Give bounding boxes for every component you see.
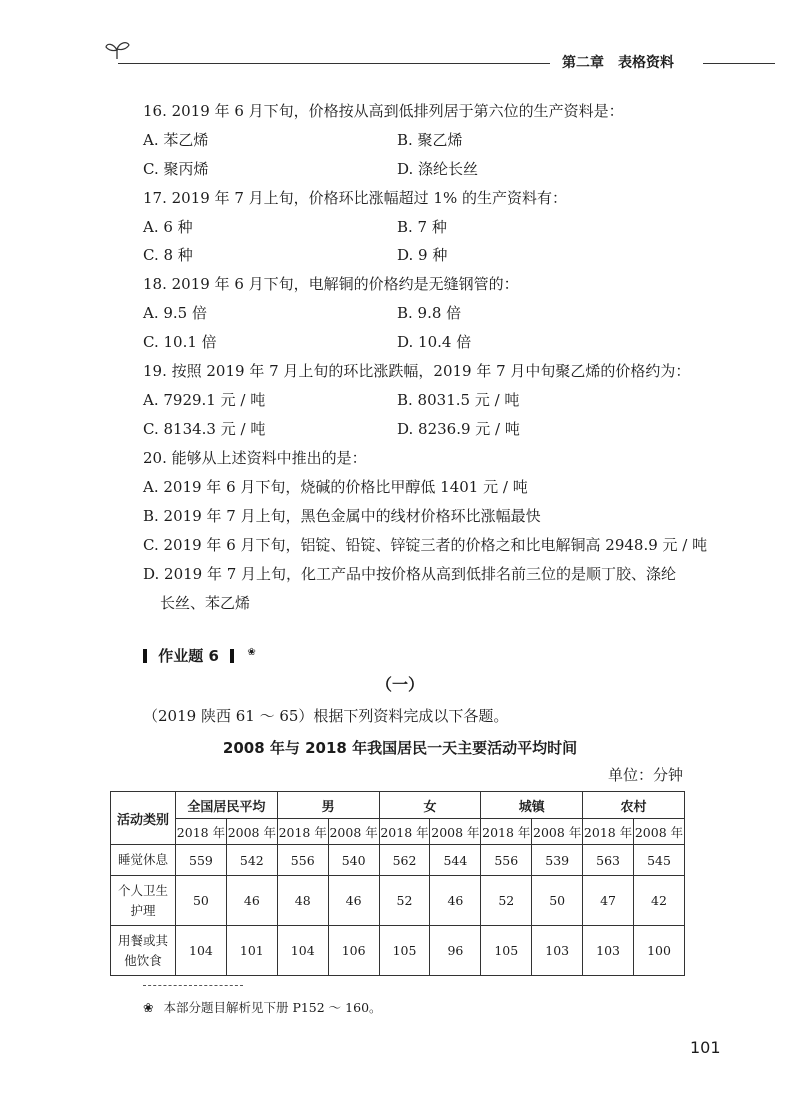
option-20-b: B. 2019 年 7 月上旬，黑色金属中的线材价格环比涨幅最快 bbox=[143, 507, 541, 525]
table-unit: 单位：分钟 bbox=[608, 766, 684, 784]
year-header: 2018 年 bbox=[379, 819, 430, 845]
table-cell: 48 bbox=[277, 876, 328, 926]
table-cell: 104 bbox=[176, 926, 227, 976]
table-group-header-row bbox=[111, 792, 685, 819]
question-19-stem: 19. 按照 2019 年 7 月上旬的环比涨跌幅，2019 年 7 月中旬聚乙烯的价格约为： bbox=[143, 362, 691, 380]
chapter-heading bbox=[562, 52, 674, 72]
option-17-a: A. 6 种 bbox=[143, 218, 193, 236]
table-cell: 103 bbox=[583, 926, 634, 976]
table-cell: 540 bbox=[328, 845, 379, 876]
group-header: 全国居民平均 bbox=[176, 792, 278, 819]
table-cell: 562 bbox=[379, 845, 430, 876]
table-cell: 563 bbox=[583, 845, 634, 876]
table-row bbox=[111, 845, 685, 876]
row-label: 睡觉休息 bbox=[111, 845, 176, 876]
row-label bbox=[111, 926, 176, 976]
row-label-line: 护理 bbox=[130, 902, 156, 918]
option-16-b: B. 聚乙烯 bbox=[397, 131, 463, 149]
intro-text: （2019 陕西 61 ～ 65）根据下列资料完成以下各题。 bbox=[143, 707, 509, 725]
option-20-c: C. 2019 年 6 月下旬，铝锭、铅锭、锌锭三者的价格之和比电解铜高 2948.9 元 / 吨 bbox=[143, 536, 708, 554]
flower-mark-icon: ❀ bbox=[143, 1000, 154, 1015]
chapter-title: 表格资料 bbox=[618, 55, 674, 71]
year-header: 2018 年 bbox=[583, 819, 634, 845]
homework-heading bbox=[143, 645, 256, 666]
heading-bar-left bbox=[143, 649, 147, 663]
option-17-b: B. 7 种 bbox=[397, 218, 447, 236]
option-17-c: C. 8 种 bbox=[143, 246, 193, 264]
option-19-d: D. 8236.9 元 / 吨 bbox=[397, 420, 520, 438]
option-18-a: A. 9.5 倍 bbox=[143, 304, 207, 322]
year-header: 2018 年 bbox=[481, 819, 532, 845]
option-20-d-continued: 长丝、苯乙烯 bbox=[160, 594, 251, 612]
table-cell: 100 bbox=[634, 926, 685, 976]
question-20-stem: 20. 能够从上述资料中推出的是： bbox=[143, 449, 367, 467]
table-cell: 96 bbox=[430, 926, 481, 976]
chapter-number: 第二章 bbox=[562, 55, 604, 71]
table-row bbox=[111, 876, 685, 926]
table-cell: 104 bbox=[277, 926, 328, 976]
group-header: 农村 bbox=[583, 792, 685, 819]
table-cell: 46 bbox=[328, 876, 379, 926]
footnote bbox=[143, 998, 382, 1016]
table-corner-header: 活动类别 bbox=[111, 792, 176, 845]
table-cell: 544 bbox=[430, 845, 481, 876]
activity-time-table bbox=[110, 791, 685, 976]
question-17-stem: 17. 2019 年 7 月上旬，价格环比涨幅超过 1% 的生产资料有： bbox=[143, 189, 567, 207]
table-cell: 105 bbox=[481, 926, 532, 976]
group-header: 女 bbox=[379, 792, 481, 819]
table-cell: 105 bbox=[379, 926, 430, 976]
year-header: 2008 年 bbox=[430, 819, 481, 845]
question-18-stem: 18. 2019 年 6 月下旬，电解铜的价格约是无缝钢管的： bbox=[143, 275, 519, 293]
option-16-d: D. 涤纶长丝 bbox=[397, 160, 479, 178]
row-label-line: 个人卫生 bbox=[117, 882, 168, 898]
option-18-c: C. 10.1 倍 bbox=[143, 333, 217, 351]
year-header: 2008 年 bbox=[226, 819, 277, 845]
row-label-line: 他饮食 bbox=[124, 952, 162, 968]
footnote-text: 本部分题目解析见下册 P152 ～ 160。 bbox=[163, 1000, 382, 1015]
page-number: 101 bbox=[690, 1038, 721, 1057]
year-header: 2018 年 bbox=[277, 819, 328, 845]
table-row bbox=[111, 926, 685, 976]
question-16-stem: 16. 2019 年 6 月下旬，价格按从高到低排列居于第六位的生产资料是： bbox=[143, 102, 624, 120]
row-label-line: 用餐或其 bbox=[117, 932, 168, 948]
option-20-d: D. 2019 年 7 月上旬，化工产品中按价格从高到低排名前三位的是顺丁胶、涤纶 bbox=[143, 565, 677, 583]
table-cell: 52 bbox=[379, 876, 430, 926]
footnote-rule bbox=[143, 985, 243, 986]
option-16-c: C. 聚丙烯 bbox=[143, 160, 209, 178]
header-rule-right bbox=[703, 63, 775, 64]
table-cell: 50 bbox=[176, 876, 227, 926]
option-19-c: C. 8134.3 元 / 吨 bbox=[143, 420, 266, 438]
flower-mark-icon: ❀ bbox=[247, 647, 256, 658]
option-18-d: D. 10.4 倍 bbox=[397, 333, 472, 351]
table-year-header-row bbox=[111, 819, 685, 845]
table-cell: 101 bbox=[226, 926, 277, 976]
group-header: 男 bbox=[277, 792, 379, 819]
option-20-a: A. 2019 年 6 月下旬，烧碱的价格比甲醇低 1401 元 / 吨 bbox=[143, 478, 528, 496]
table-cell: 106 bbox=[328, 926, 379, 976]
table-cell: 542 bbox=[226, 845, 277, 876]
table-cell: 42 bbox=[634, 876, 685, 926]
header-rule-left bbox=[118, 63, 550, 64]
option-18-b: B. 9.8 倍 bbox=[397, 304, 462, 322]
option-19-b: B. 8031.5 元 / 吨 bbox=[397, 391, 520, 409]
row-label bbox=[111, 876, 176, 926]
table-cell: 47 bbox=[583, 876, 634, 926]
group-header: 城镇 bbox=[481, 792, 583, 819]
sprout-icon bbox=[104, 40, 130, 64]
option-17-d: D. 9 种 bbox=[397, 246, 448, 264]
table-cell: 46 bbox=[430, 876, 481, 926]
year-header: 2008 年 bbox=[532, 819, 583, 845]
option-19-a: A. 7929.1 元 / 吨 bbox=[143, 391, 266, 409]
table-cell: 556 bbox=[481, 845, 532, 876]
year-header: 2018 年 bbox=[176, 819, 227, 845]
section-number: （一） bbox=[375, 675, 424, 694]
heading-bar-right bbox=[230, 649, 234, 663]
year-header: 2008 年 bbox=[634, 819, 685, 845]
table-cell: 50 bbox=[532, 876, 583, 926]
table-cell: 539 bbox=[532, 845, 583, 876]
table-cell: 52 bbox=[481, 876, 532, 926]
table-cell: 556 bbox=[277, 845, 328, 876]
table-cell: 103 bbox=[532, 926, 583, 976]
table-title: 2008 年与 2018 年我国居民一天主要活动平均时间 bbox=[222, 739, 578, 757]
table-cell: 559 bbox=[176, 845, 227, 876]
table-cell: 46 bbox=[226, 876, 277, 926]
table-cell: 545 bbox=[634, 845, 685, 876]
homework-label: 作业题 6 bbox=[158, 647, 219, 665]
year-header: 2008 年 bbox=[328, 819, 379, 845]
option-16-a: A. 苯乙烯 bbox=[143, 131, 209, 149]
